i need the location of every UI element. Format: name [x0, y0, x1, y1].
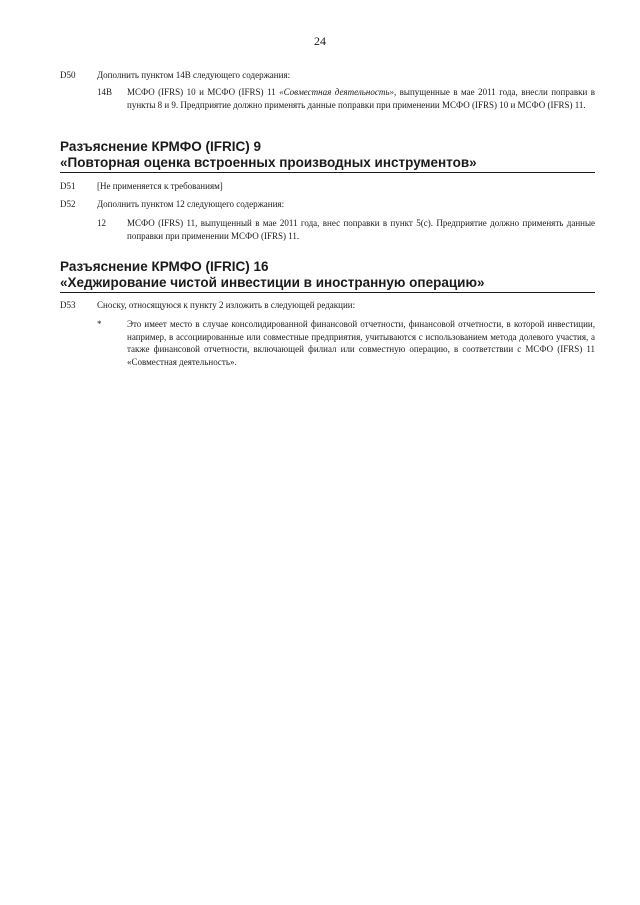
paragraph-number: D51: [60, 181, 76, 191]
section-heading-ifric-16: [60, 259, 595, 293]
text-part: МСФО (IFRS) 10 и МСФО (IFRS) 11: [127, 87, 280, 97]
text-part: , выпущенные в мае 2011 года, внесли поправки в пункты 8 и 9. Предприятие должно применять данные поправки при применении МСФО (IFRS) 10 и МСФО (IFRS) 11.: [127, 87, 595, 110]
subparagraph-number: 12: [97, 218, 106, 228]
subparagraph-text: Это имеет место в случае консолидированной финансовой отчетности, финансовой отчетности, в которой инвестиции, например, в ассоциированные или совместные предприятия, учитываются с использованием метода долевого участия, а также финансовой отчетности, включающей филиал или совместную операцию, в соответствии с МСФО (IFRS) 11 «Совместная деятельность».: [127, 319, 595, 367]
paragraph-text: [Не применяется к требованиям]: [97, 181, 223, 191]
italic-title: «Совместная деятельность»: [279, 87, 394, 97]
footnote-marker: *: [97, 319, 102, 329]
paragraph-text: Сноску, относящуюся к пункту 2 изложить в следующей редакции:: [97, 300, 356, 310]
subparagraph-14b: [97, 86, 595, 126]
paragraph-text: Дополнить пунктом 12 следующего содержания:: [97, 199, 285, 209]
footnote-text: [97, 318, 595, 370]
paragraph-number: D50: [60, 70, 76, 80]
subparagraph-text: МСФО (IFRS) 11, выпущенный в мае 2011 года, внес поправки в пункт 5(c). Предприятие должно применять данные поправки при применении МСФО (IFRS) 11.: [127, 218, 595, 241]
subparagraph-text: [127, 86, 595, 111]
heading-title: Разъяснение КРМФО (IFRIC) 9: [60, 139, 262, 154]
heading-title: Разъяснение КРМФО (IFRIC) 16: [60, 259, 269, 274]
paragraph-number: D53: [60, 300, 76, 310]
subparagraph-number: 14В: [97, 87, 113, 97]
paragraph-d51: [60, 180, 595, 192]
subparagraph-12: [97, 217, 595, 243]
paragraph-d53: [60, 299, 595, 311]
paragraph-d50: [60, 69, 595, 81]
heading-subtitle: «Повторная оценка встроенных производных инструментов»: [60, 155, 477, 170]
heading-subtitle: «Хеджирование чистой инвестиции в иностранную операцию»: [60, 275, 485, 290]
section-heading-ifric-9: [60, 139, 595, 173]
page-number: 24: [314, 34, 326, 48]
paragraph-d52: [60, 198, 595, 210]
paragraph-number: D52: [60, 199, 76, 209]
paragraph-text: Дополнить пунктом 14В следующего содержания:: [97, 70, 291, 80]
